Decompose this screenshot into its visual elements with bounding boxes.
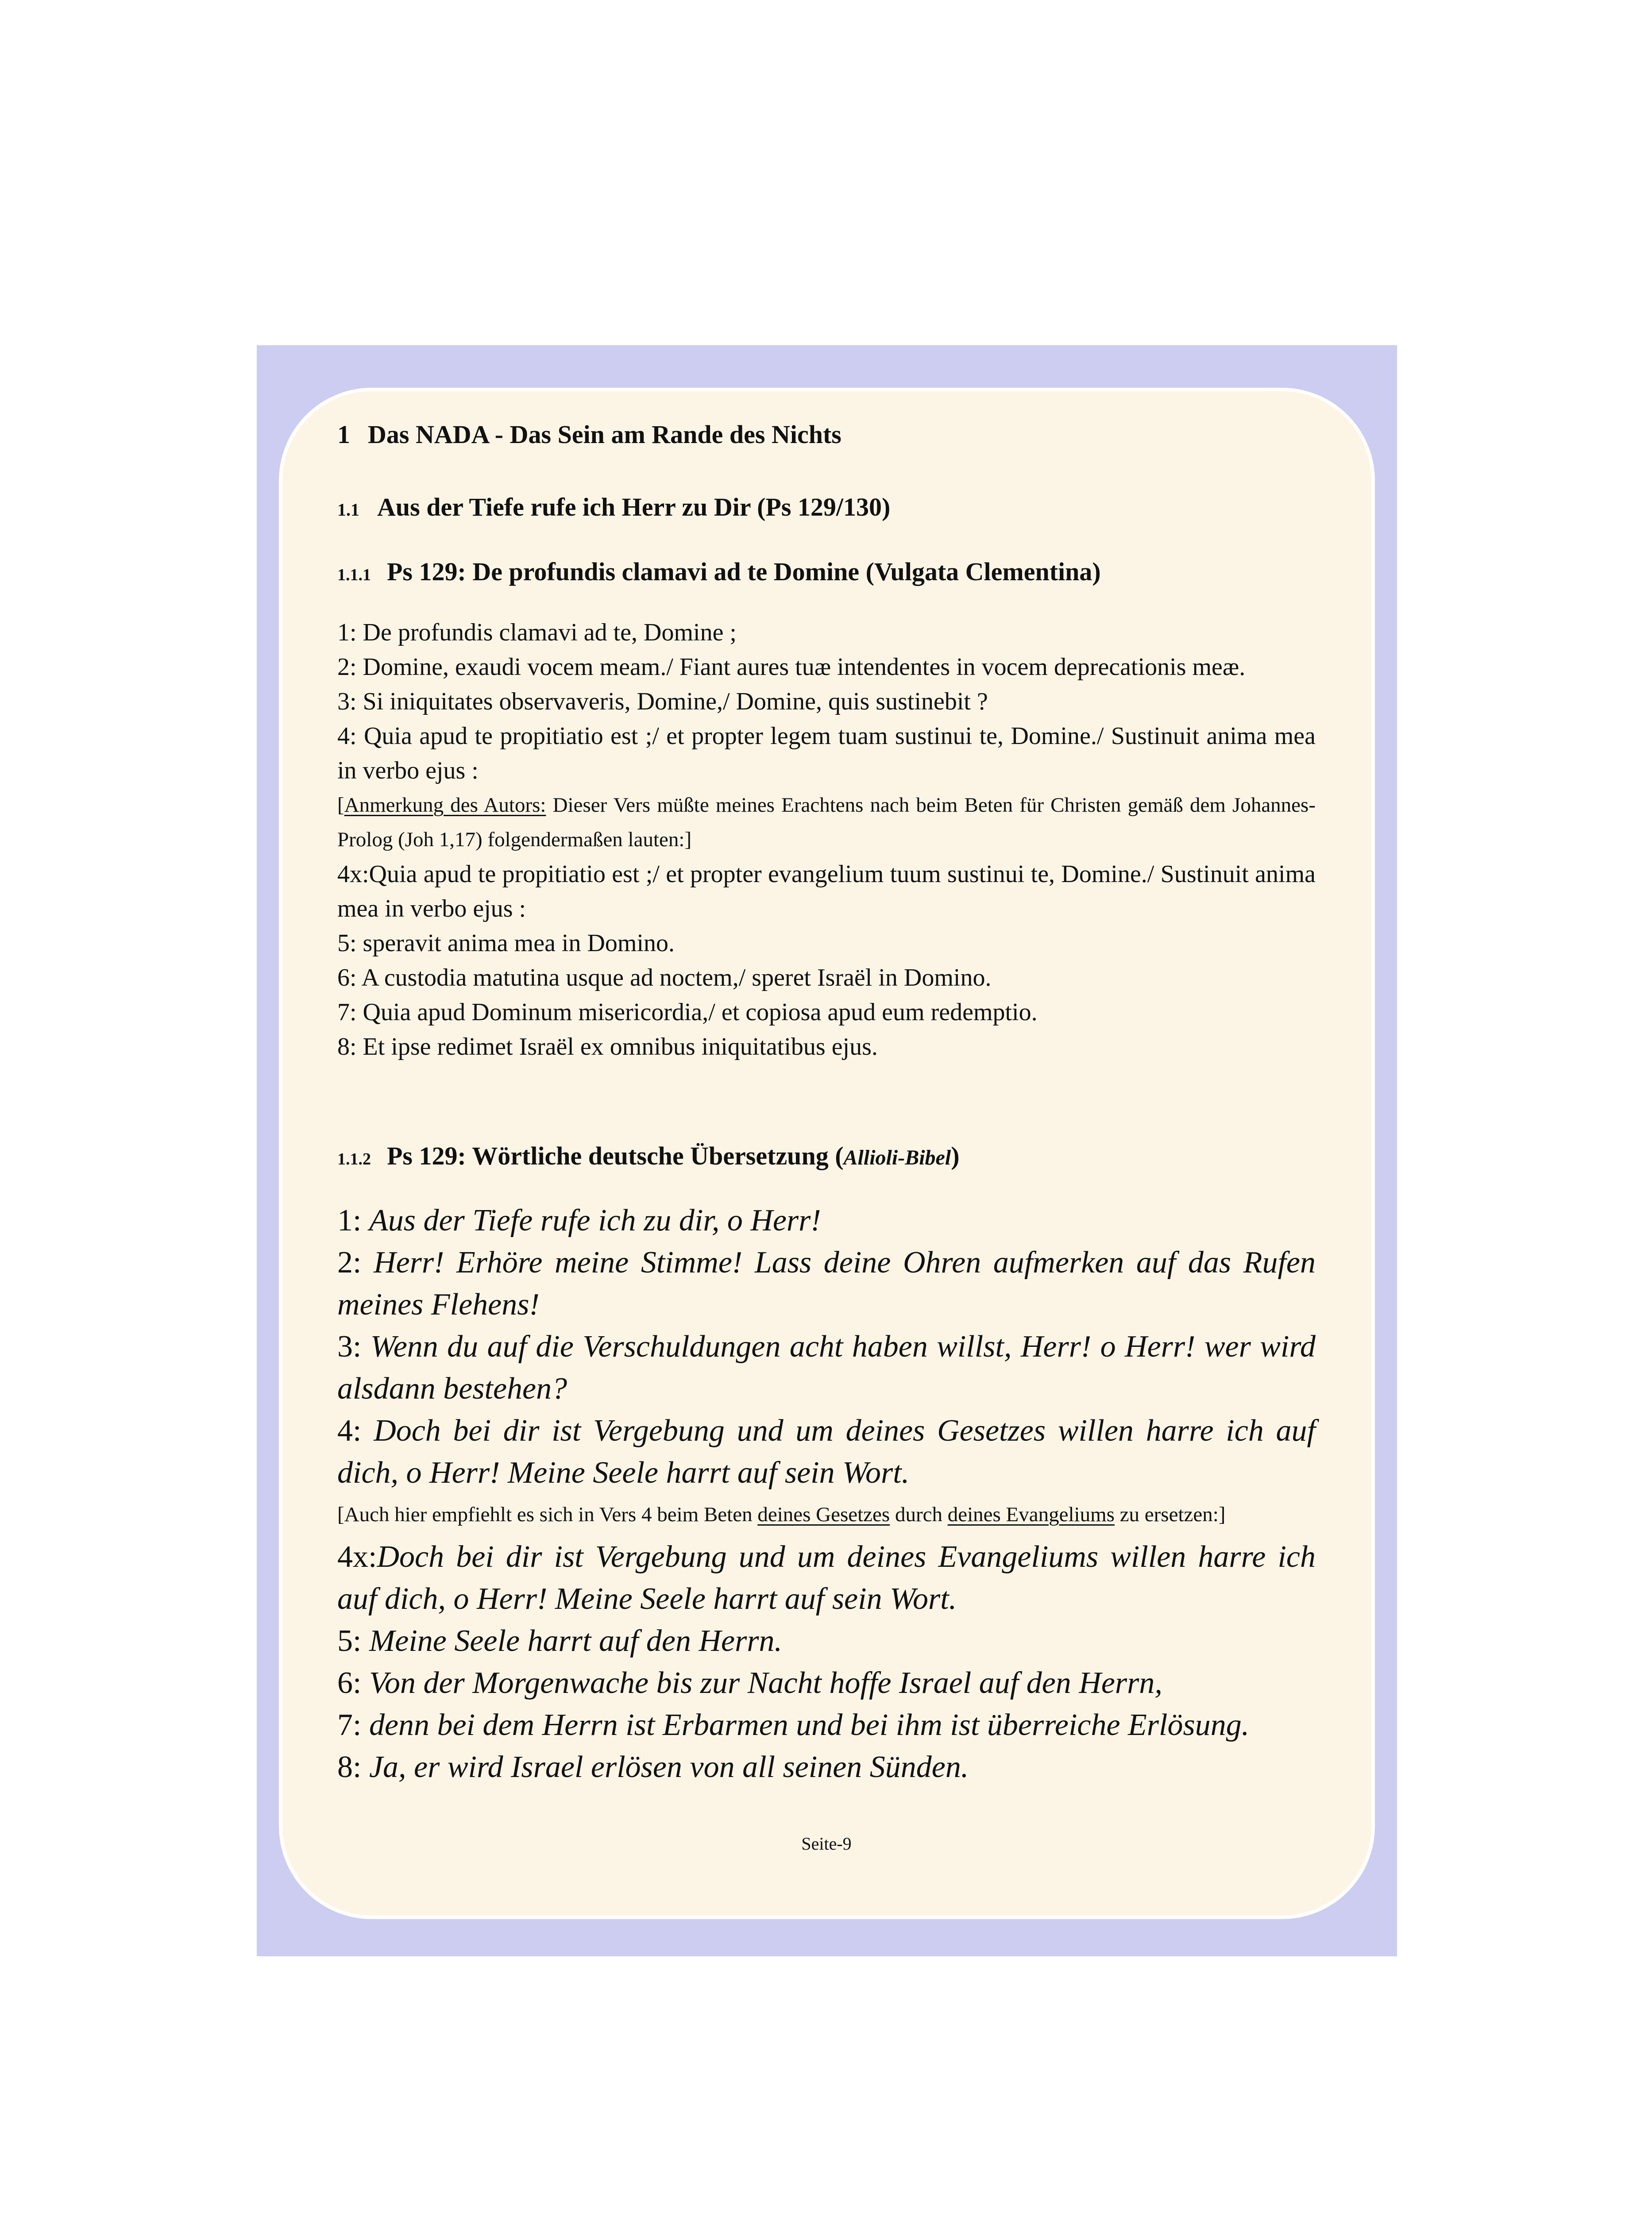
german-verse-7 [337, 1704, 1316, 1746]
german-verse-4x [337, 1536, 1316, 1620]
note-text: durch [890, 1503, 948, 1526]
german-verse-2 [337, 1241, 1316, 1326]
german-verse-1 [337, 1199, 1316, 1241]
latin-verse-8: 8: Et ipse redimet Israël ex omnibus iniquitatibus ejus. [337, 1033, 878, 1060]
author-note-label: Anmerkung des Autors: [344, 794, 546, 817]
latin-verse-2: 2: Domine, exaudi vocem meam./ Fiant aures tuæ intendentes in vocem deprecationis meæ. [337, 653, 1246, 681]
latin-verse-4x: 4x:Quia apud te propitiatio est ;/ et propter evangelium tuum sustinui te, Domine./ Sustinuit anima mea in verbo ejus : [337, 860, 1316, 922]
verse-text: Aus der Tiefe rufe ich zu dir, o Herr! [369, 1203, 821, 1238]
german-heading-source: Allioli-Bibel [843, 1146, 951, 1169]
latin-verse-5: 5: speravit anima mea in Domino. [337, 929, 675, 957]
german-verse-4 [337, 1410, 1316, 1494]
section-number: 1 [337, 420, 350, 449]
verse-text: Doch bei dir ist Vergebung und um deines Gesetzes willen harre ich auf dich, o Herr! Meine Seele harrt auf sein Wort. [337, 1414, 1316, 1490]
latin-verse-6: 6: A custodia matutina usque ad noctem,/ speret Israël in Domino. [337, 964, 992, 991]
verse-text: Meine Seele harrt auf den Herrn. [369, 1624, 783, 1658]
section-title: Das NADA - Das Sein am Rande des Nichts [368, 420, 841, 449]
verse-number: 4: [337, 1414, 374, 1448]
verse-number: 8: [337, 1750, 369, 1784]
subsection-number: 1.1 [337, 500, 359, 520]
german-heading [337, 1141, 960, 1171]
verse-number: 7: [337, 1708, 369, 1742]
german-psalm-text [337, 1199, 1316, 1788]
german-heading-title: Ps 129: Wörtliche deutsche Übersetzung ( [387, 1141, 844, 1170]
author-note [337, 788, 1316, 857]
latin-heading-number: 1.1.1 [337, 566, 371, 584]
verse-text: denn bei dem Herrn ist Erbarmen und bei ihm ist überreiche Erlösung. [369, 1708, 1250, 1742]
latin-verse-3: 3: Si iniquitates observaveris, Domine,/ Domine, quis sustinebit ? [337, 688, 988, 715]
verse-text: Wenn du auf die Verschuldungen acht haben willst, Herr! o Herr! wer wird alsdann bestehen? [337, 1330, 1316, 1406]
author-note-text: Dieser Vers müßte meines Erachtens nach beim Beten für Christen gemäß dem Johannes-Prolog (Joh 1,17) folgendermaßen lauten:] [337, 794, 1316, 851]
latin-psalm-text [337, 615, 1316, 1064]
german-verse-8 [337, 1746, 1316, 1788]
verse-text: Doch bei dir ist Vergebung und um deines Evangeliums willen harre ich auf dich, o Herr! Meine Seele harrt auf sein Wort. [337, 1540, 1316, 1616]
verse-number: 4x: [337, 1540, 377, 1574]
verse-number: 3: [337, 1330, 371, 1364]
verse-number: 5: [337, 1624, 369, 1658]
latin-heading [337, 557, 1101, 586]
verse-text: Herr! Erhöre meine Stimme! Lass deine Ohren aufmerken auf das Rufen meines Flehens! [337, 1245, 1316, 1322]
german-heading-number: 1.1.2 [337, 1150, 371, 1168]
german-verse-3 [337, 1326, 1316, 1410]
author-note-bracket: [ [337, 794, 344, 817]
section-heading [337, 420, 841, 449]
german-verse-6 [337, 1662, 1316, 1704]
latin-verse-4: 4: Quia apud te propitiatio est ;/ et propter legem tuam sustinui te, Domine./ Sustinuit anima mea in verbo ejus : [337, 722, 1316, 784]
note-underlined-term: deines Gesetzes [757, 1503, 890, 1526]
subsection-title: Aus der Tiefe rufe ich Herr zu Dir (Ps 129/130) [377, 493, 891, 521]
verse-text: Von der Morgenwache bis zur Nacht hoffe Israel auf den Herrn, [369, 1666, 1162, 1700]
german-heading-close: ) [951, 1141, 960, 1170]
german-note [337, 1494, 1316, 1536]
verse-number: 1: [337, 1203, 369, 1238]
note-text: zu ersetzen:] [1114, 1503, 1226, 1526]
verse-number: 6: [337, 1666, 369, 1700]
note-underlined-term: deines Evangeliums [947, 1503, 1115, 1526]
latin-heading-title: Ps 129: De profundis clamavi ad te Domine (Vulgata Clementina) [387, 557, 1101, 586]
page-number: Seite-9 [801, 1834, 852, 1854]
verse-text: Ja, er wird Israel erlösen von all seinen Sünden. [369, 1750, 969, 1784]
subsection-heading [337, 492, 890, 522]
verse-number: 2: [337, 1245, 374, 1280]
latin-verse-1: 1: De profundis clamavi ad te, Domine ; [337, 619, 737, 646]
note-text: [Auch hier empfiehlt es sich in Vers 4 beim Beten [337, 1503, 758, 1526]
german-verse-5 [337, 1620, 1316, 1662]
latin-verse-7: 7: Quia apud Dominum misericordia,/ et copiosa apud eum redemptio. [337, 999, 1038, 1026]
